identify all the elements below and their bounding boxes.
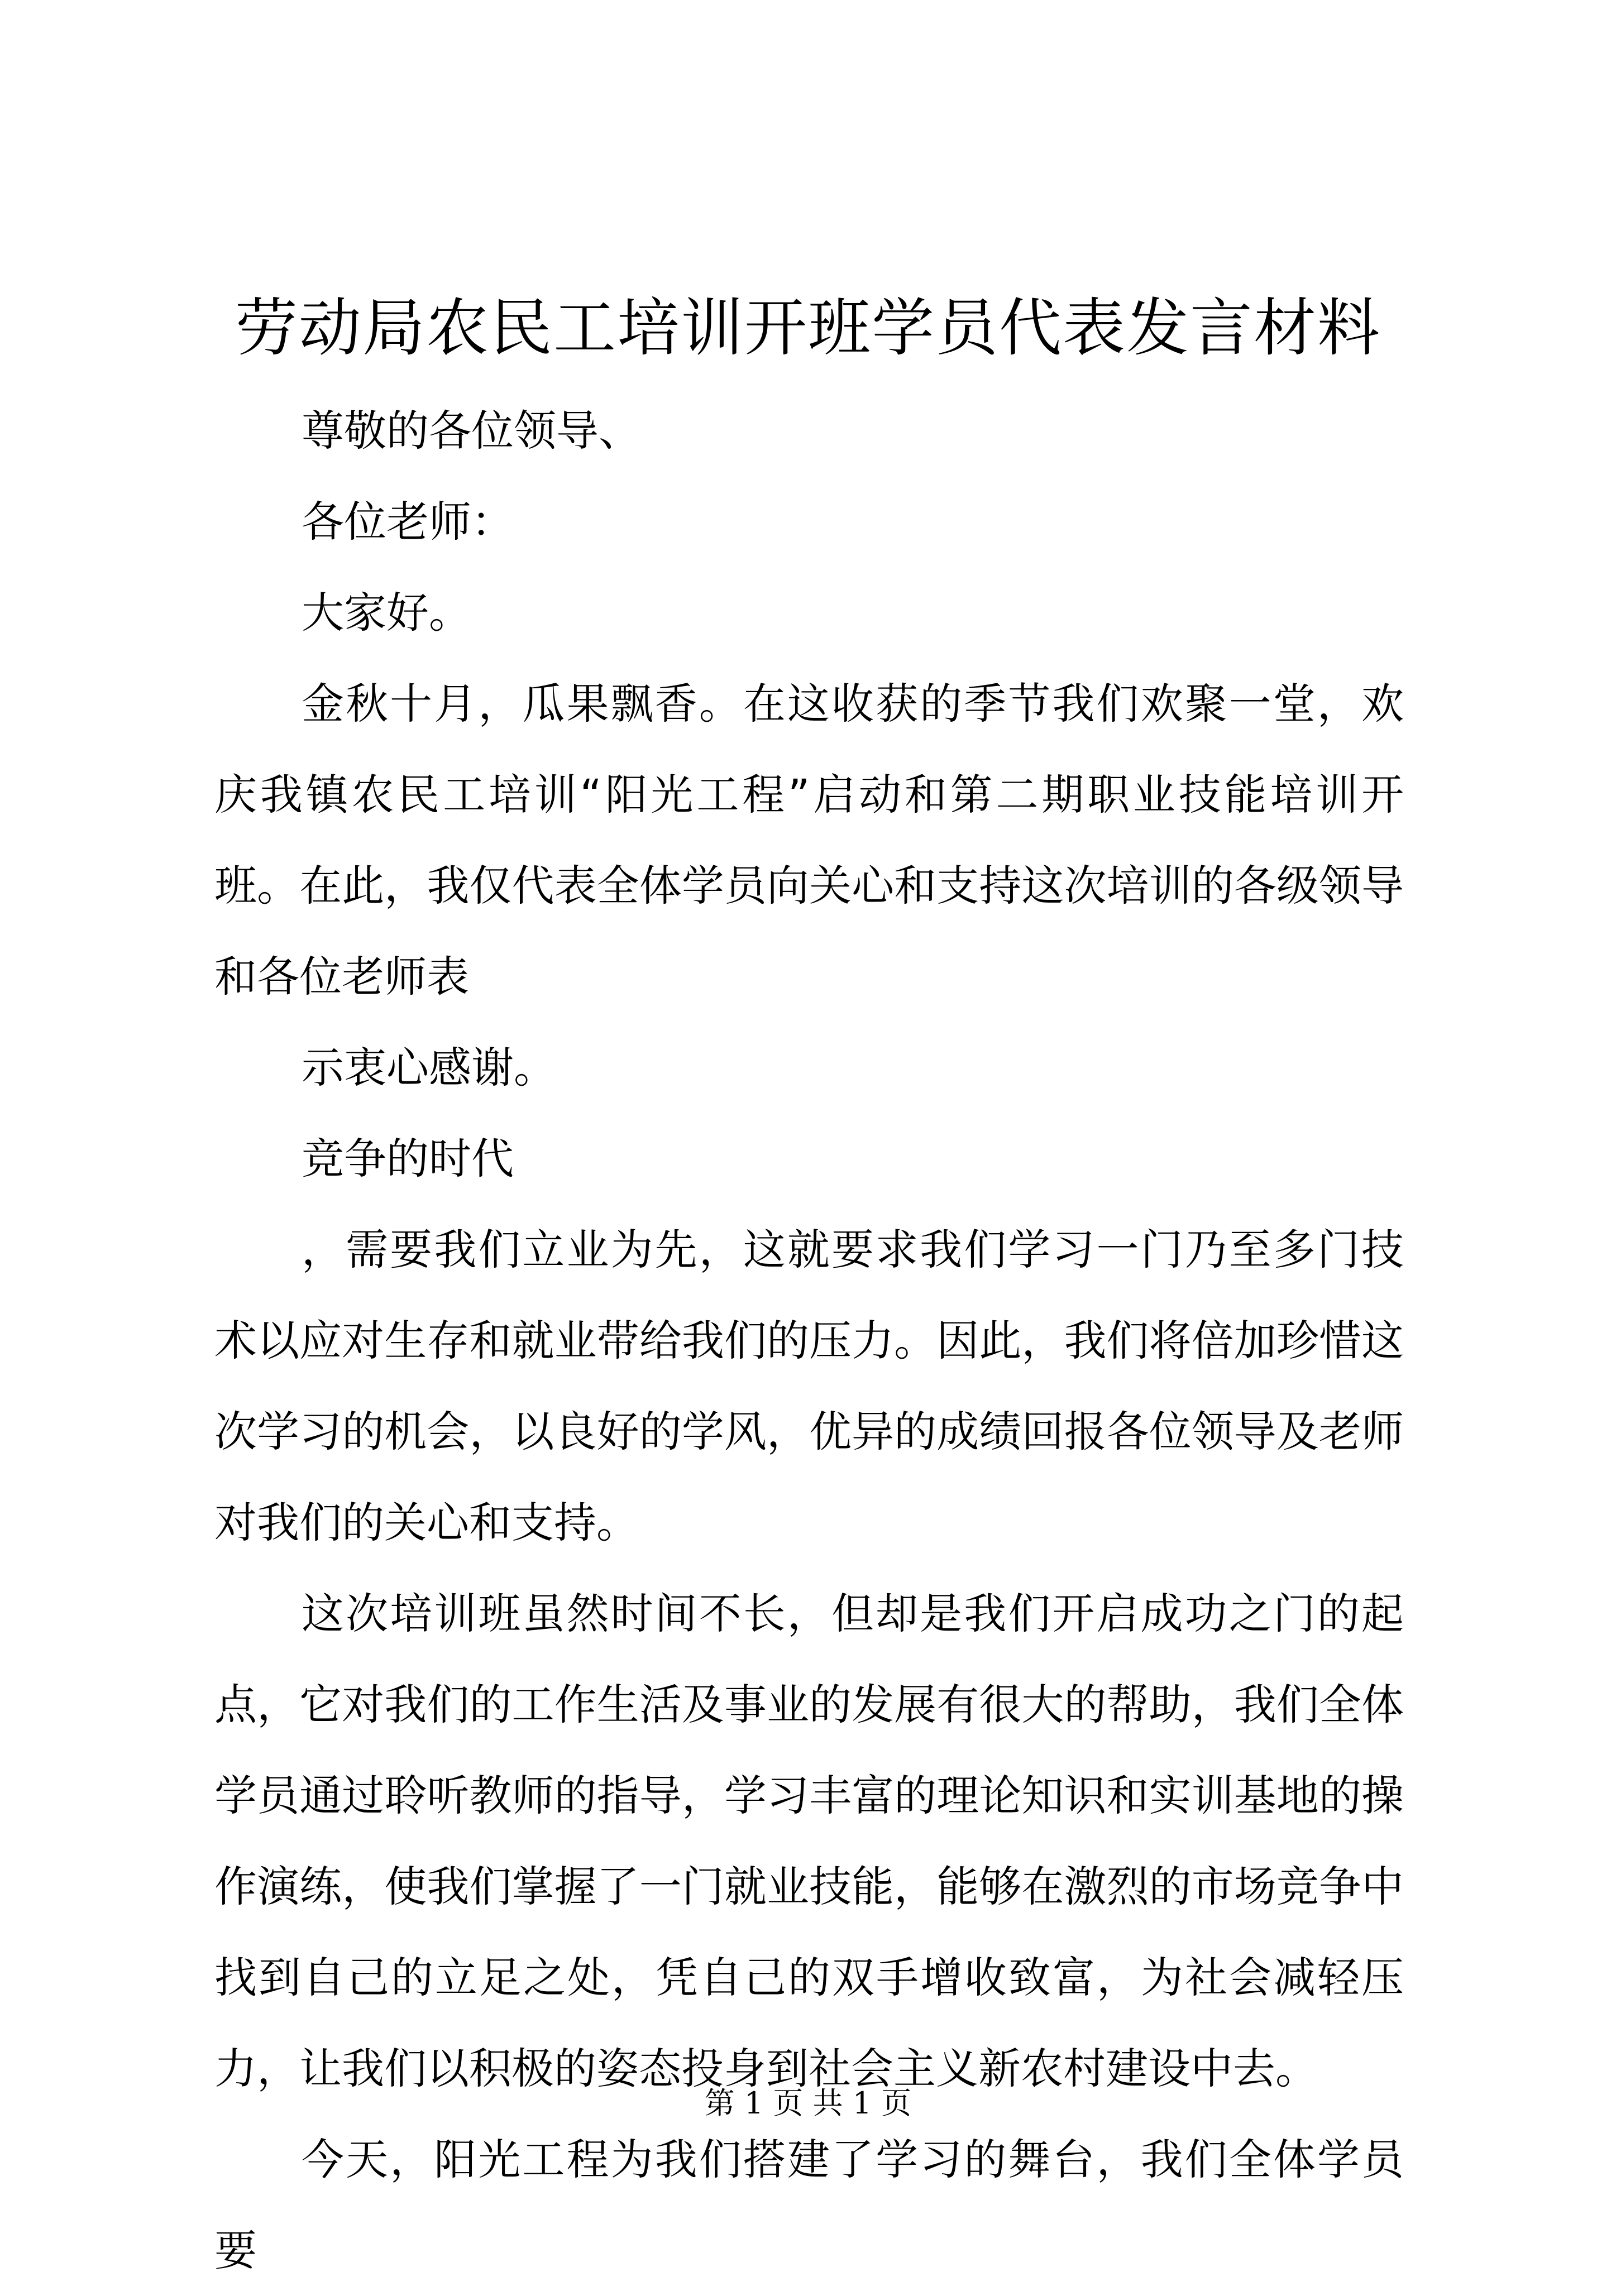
paragraph-training: 这次培训班虽然时间不长，但却是我们开启成功之门的起点，它对我们的工作生活及事业的发展有很大的帮助，我们全体学员通过聆听教师的指导，学习丰富的理论知识和实训基地的操作演练，使我们掌握了一门就业技能，能够在激烈的市场竞争中找到自己的立足之处，凭自己的双手增收致富，为社会减轻压力，让我们以积极的姿态投身到社会主义新农村建设中去。 <box>214 1589 1404 2093</box>
paragraph-opening: 金秋十月，瓜果飘香。在这收获的季节我们欢聚一堂，欢庆我镇农民工培训“阳光工程”启动和第二期职业技能培训开班。在此，我仅代表全体学员向关心和支持这次培训的各级领导和各位老师表 <box>214 679 1404 1001</box>
paragraph-greeting: 大家好。 <box>302 588 471 637</box>
paragraph-salutation-1: 尊敬的各位领导、 <box>302 406 641 456</box>
document-body <box>214 385 1404 2296</box>
paragraph-salutation-2: 各位老师： <box>302 497 514 547</box>
paragraph-closing: 今天，阳光工程为我们搭建了学习的舞台，我们全体学员要 <box>214 2135 1404 2275</box>
paragraph-learning: ，需要我们立业为先，这就要求我们学习一门乃至多门技术以应对生存和就业带给我们的压力。因此，我们将倍加珍惜这次学习的机会，以良好的学风，优异的成绩回报各位领导及老师对我们的关心和支持。 <box>214 1225 1404 1547</box>
page-title: 劳动局农民工培训开班学员代表发言材料 <box>235 292 1381 365</box>
page-footer: 第 1 页 共 1 页 <box>704 2086 912 2121</box>
paragraph-era: 竞争的时代 <box>302 1134 514 1183</box>
paragraph-thanks: 示衷心感谢。 <box>302 1043 556 1092</box>
